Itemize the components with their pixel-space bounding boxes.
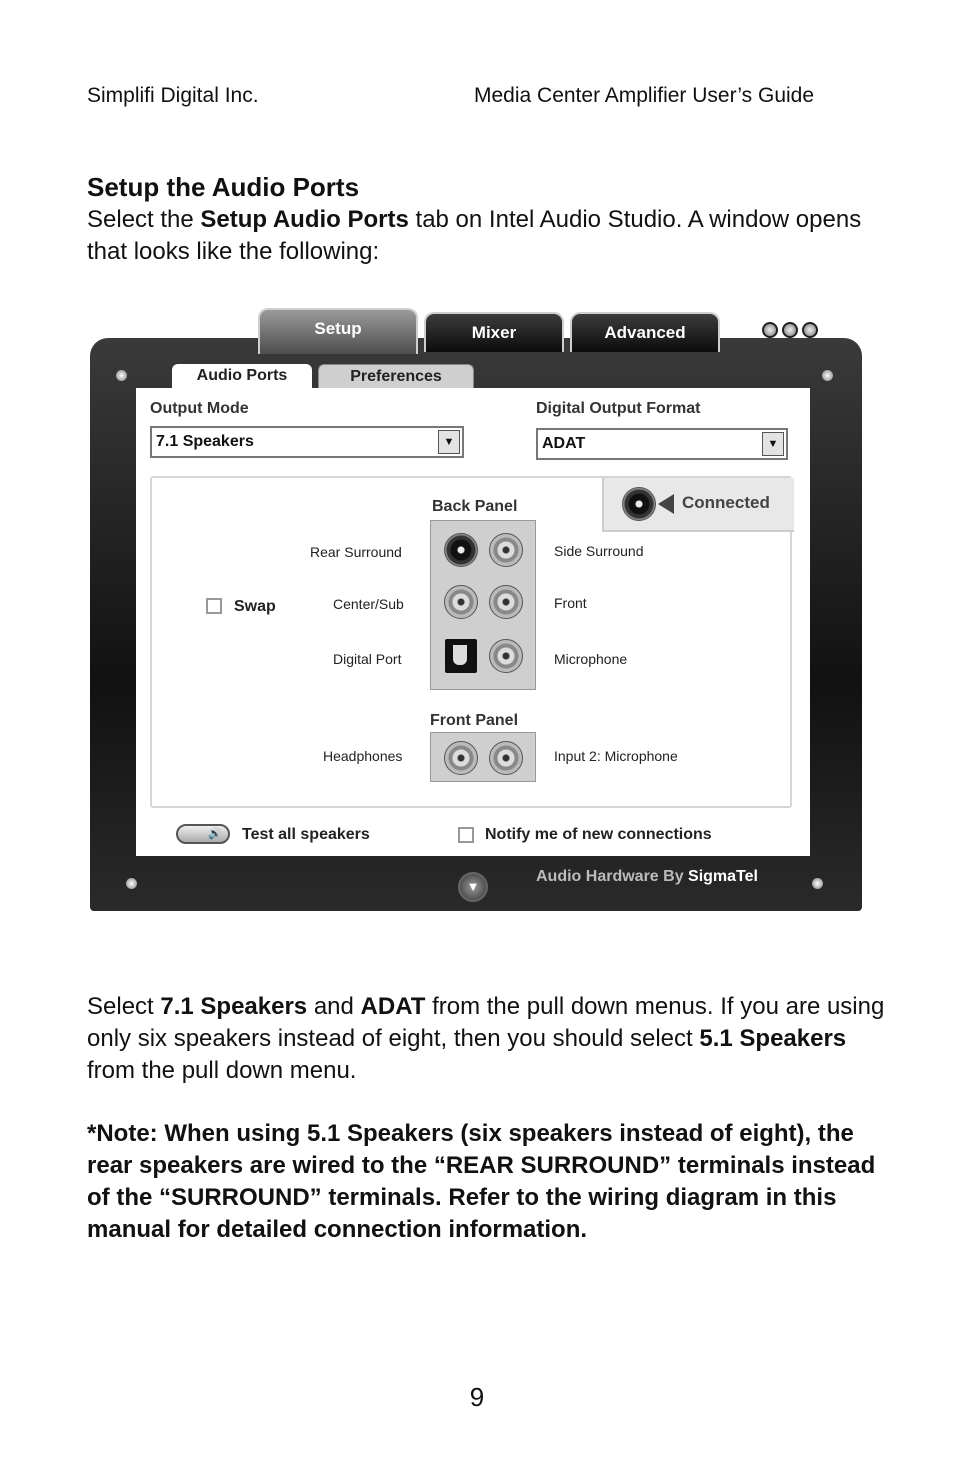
main-tabs (90, 308, 862, 352)
chevron-down-icon[interactable]: ▼ (458, 872, 488, 902)
screw-icon (126, 878, 137, 889)
back-panel-jacks (430, 520, 536, 690)
headphones-jack[interactable] (444, 741, 478, 775)
rear-surround-jack[interactable] (444, 533, 478, 567)
front-panel-label: Front Panel (430, 712, 519, 729)
back-panel-label: Back Panel (432, 498, 518, 515)
output-mode-value: 7.1 Speakers (156, 433, 254, 450)
footer-credit: Audio Hardware By SigmaTel (536, 868, 758, 885)
port-label-microphone: Microphone (554, 651, 628, 667)
subtab-preferences[interactable]: Preferences (318, 364, 474, 388)
digital-format-select[interactable] (536, 428, 788, 460)
output-mode-select[interactable] (150, 426, 464, 458)
chevron-down-icon[interactable]: ▼ (762, 432, 784, 456)
front-jack[interactable] (489, 585, 523, 619)
output-mode-label: Output Mode (150, 400, 249, 417)
audio-studio-window (90, 308, 862, 911)
screw-icon (812, 878, 823, 889)
connected-indicator (602, 478, 794, 532)
port-label-digital-port: Digital Port (333, 651, 402, 667)
center-sub-jack[interactable] (444, 585, 478, 619)
close-icon[interactable] (802, 322, 818, 338)
input2-microphone-jack[interactable] (489, 741, 523, 775)
digital-format-label: Digital Output Format (536, 400, 701, 417)
screw-icon (822, 370, 833, 381)
notify-label: Notify me of new connections (485, 826, 712, 843)
digital-format-value: ADAT (542, 435, 586, 452)
digital-port-jack[interactable] (445, 639, 477, 673)
port-label-headphones: Headphones (323, 748, 403, 764)
port-label-rear-surround: Rear Surround (310, 544, 402, 560)
intro-paragraph: Select the Setup Audio Ports tab on Intel Audio Studio. A window opens that looks like the following: (87, 206, 862, 265)
port-label-side-surround: Side Surround (554, 543, 644, 559)
connected-label: Connected (682, 493, 770, 512)
port-label-input2-microphone: Input 2: Microphone (554, 748, 678, 764)
side-surround-jack[interactable] (489, 533, 523, 567)
section-title: Setup the Audio Ports (87, 172, 360, 202)
subtab-audio-ports[interactable]: Audio Ports (172, 364, 312, 388)
swap-checkbox[interactable] (206, 598, 222, 614)
header-company: Simplifi Digital Inc. (87, 84, 259, 107)
chevron-down-icon[interactable]: ▼ (438, 430, 460, 454)
tab-setup[interactable]: Setup (258, 308, 418, 354)
jack-icon (622, 487, 656, 521)
page-number: 9 (469, 1382, 485, 1412)
notify-checkbox[interactable] (458, 827, 474, 843)
note-paragraph: *Note: When using 5.1 Speakers (six speakers instead of eight), the rear speakers are wired to the “REAR SURROUND” terminals instead of the “SURROUND” terminals. Refer to the wiring diagram in this manual for detailed connection information. (87, 1120, 876, 1243)
header-guide-title: Media Center Amplifier User’s Guide (474, 84, 815, 107)
test-speakers-label[interactable]: Test all speakers (242, 826, 370, 843)
swap-label: Swap (234, 598, 276, 615)
arrow-left-icon (658, 494, 674, 514)
port-label-center-sub: Center/Sub (333, 596, 404, 612)
tab-advanced[interactable]: Advanced (570, 312, 720, 352)
speaker-icon[interactable]: 🔊 (176, 824, 230, 844)
microphone-jack[interactable] (489, 639, 523, 673)
port-label-front: Front (554, 595, 587, 611)
tab-mixer[interactable]: Mixer (424, 312, 564, 352)
minimize-icon[interactable] (762, 322, 778, 338)
maximize-icon[interactable] (782, 322, 798, 338)
instruction-paragraph: Select 7.1 Speakers and ADAT from the pull down menus. If you are using only six speakers instead of eight, then you should select 5.1 Speakers from the pull down menu. (87, 993, 885, 1084)
screw-icon (116, 370, 127, 381)
front-panel-jacks (430, 732, 536, 782)
